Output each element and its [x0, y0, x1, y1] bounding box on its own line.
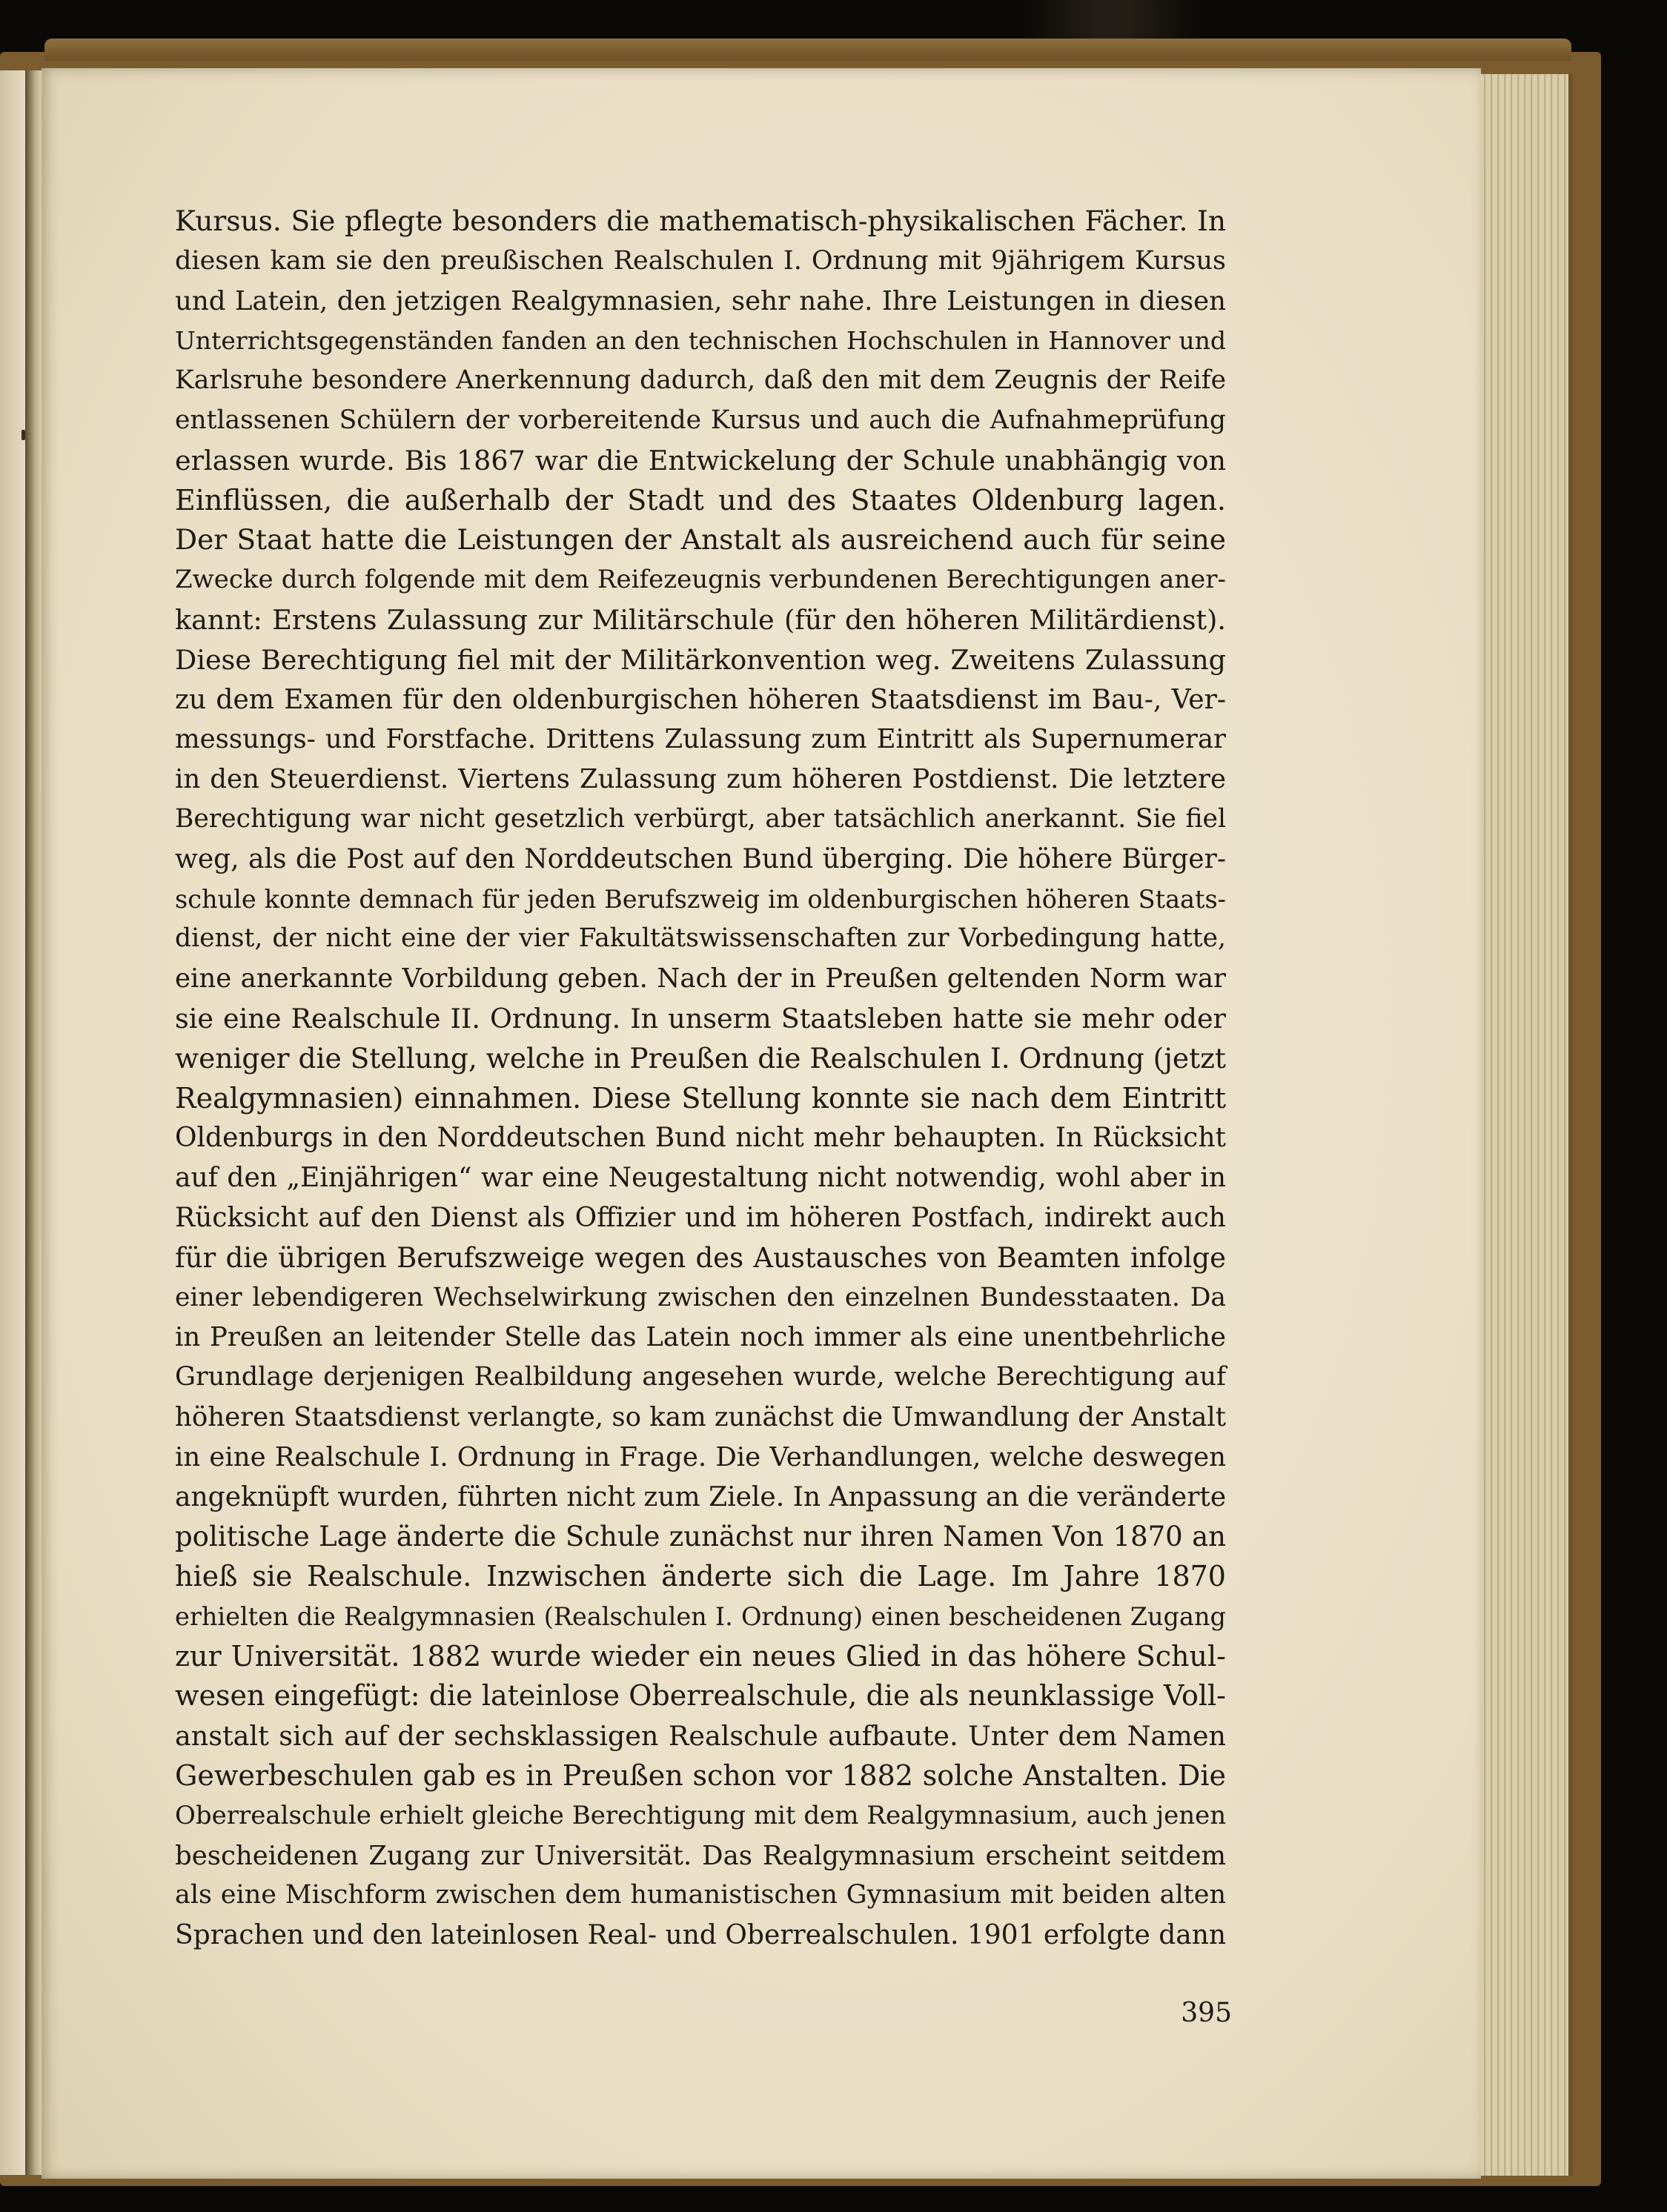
binding-thread	[1023, 0, 1201, 39]
text-line: diesen kam sie den preußischen Realschulen I. Ordnung mit 9jährigem Kursus	[175, 245, 1226, 276]
text-line: angeknüpft wurden, führten nicht zum Ziele. In Anpassung an die veränderte	[175, 1481, 1227, 1512]
text-line: Oldenburgs in den Norddeutschen Bund nicht mehr behaupten. In Rücksicht	[175, 1123, 1226, 1154]
text-line: Oberrealschule erhielt gleiche Berechtigung mit dem Realgymnasium, auch jenen	[175, 1800, 1227, 1830]
text-line: Grundlage derjenigen Realbildung angesehen wurde, welche Berechtigung auf	[175, 1362, 1226, 1392]
text-line: anstalt sich auf der sechsklassigen Realschule aufbaute. Unter dem Namen	[175, 1720, 1226, 1753]
text-line: erlassen wurde. Bis 1867 war die Entwickelung der Schule unabhängig von	[175, 444, 1226, 476]
text-line: höheren Staatsdienst verlangte, so kam zunächst die Umwandlung der Anstalt	[175, 1401, 1226, 1432]
text-line: einer lebendigeren Wechselwirkung zwischen den einzelnen Bundesstaaten. Da	[175, 1282, 1226, 1312]
text-line: Gewerbeschulen gab es in Preußen schon vor 1882 solche Anstalten. Die	[175, 1759, 1226, 1793]
body-text	[175, 202, 1226, 1956]
text-line: Sprachen und den lateinlosen Real- und Oberrealschulen. 1901 erfolgte dann	[175, 1920, 1227, 1951]
text-line: eine anerkannte Vorbildung geben. Nach der in Preußen geltenden Norm war	[175, 963, 1226, 994]
text-line: zu dem Examen für den oldenburgischen höheren Staatsdienst im Bau-, Ver-	[175, 684, 1226, 715]
text-line: wesen eingefügt: die lateinlose Oberrealschule, die als neunklassige Voll-	[175, 1679, 1226, 1713]
text-line: sie eine Realschule II. Ordnung. In unserm Staatsleben hatte sie mehr oder	[175, 1002, 1226, 1034]
text-line: Unterrichtsgegenständen fanden an den technischen Hochschulen in Hannover und	[175, 326, 1226, 356]
text-line: in eine Realschule I. Ordnung in Frage. Die Verhandlungen, welche deswegen	[175, 1441, 1226, 1472]
text-line: Zwecke durch folgende mit dem Reifezeugnis verbundenen Berechtigungen aner-	[175, 565, 1226, 595]
text-line: erhielten die Realgymnasien (Realschulen I. Ordnung) einen bescheidenen Zugang	[175, 1601, 1226, 1631]
text-line: in den Steuerdienst. Viertens Zulassung zum höheren Postdienst. Die letztere	[175, 764, 1226, 795]
text-line: für die übrigen Berufszweige wegen des Austausches von Beamten infolge	[175, 1241, 1226, 1274]
text-line: Der Staat hatte die Leistungen der Anstalt als ausreichend auch für seine	[175, 523, 1226, 557]
text-line: Realgymnasien) einnahmen. Diese Stellung konnte sie nach dem Eintritt	[175, 1081, 1226, 1115]
text-line: Kursus. Sie pflegte besonders die mathematisch-physikalischen Fächer. In	[175, 205, 1226, 237]
text-line: entlassenen Schülern der vorbereitende Kursus und auch die Aufnahmeprüfung	[175, 405, 1226, 435]
text-line: politische Lage änderte die Schule zunächst nur ihren Namen Von 1870 an	[175, 1521, 1226, 1553]
text-line: als eine Mischform zwischen dem humanistischen Gymnasium mit beiden alten	[175, 1880, 1226, 1910]
text-line: weg, als die Post auf den Norddeutschen Bund überging. Die höhere Bürger-	[175, 843, 1226, 874]
text-line: Rücksicht auf den Dienst als Offizier und im höheren Postfach, indirekt auch	[175, 1202, 1226, 1233]
text-line: Einflüssen, die außerhalb der Stadt und des Staates Oldenburg lagen.	[175, 483, 1226, 517]
text-line: Karlsruhe besondere Anerkennung dadurch, daß den mit dem Zeugnis der Reife	[175, 365, 1226, 396]
text-line: messungs- und Forstfache. Drittens Zulassung zum Eintritt als Supernumerar	[175, 724, 1226, 755]
text-line: Berechtigung war nicht gesetzlich verbürgt, aber tatsächlich anerkannt. Sie fiel	[175, 803, 1226, 834]
text-line: weniger die Stellung, welche in Preußen die Realschulen I. Ordnung (jetzt	[175, 1041, 1226, 1075]
text-line: schule konnte demnach für jeden Berufszweig im oldenburgischen höheren Staats-	[175, 884, 1226, 914]
text-line: in Preußen an leitender Stelle das Latein noch immer als eine unentbehrliche	[175, 1322, 1226, 1353]
text-line: auf den „Einjährigen“ war eine Neugestaltung nicht notwendig, wohl aber in	[175, 1163, 1226, 1194]
text-line: zur Universität. 1882 wurde wieder ein neues Glied in das höhere Schul-	[175, 1639, 1226, 1673]
text-line: Diese Berechtigung fiel mit der Militärkonvention weg. Zweitens Zulassung	[175, 643, 1226, 676]
text-line: kannt: Erstens Zulassung zur Militärschule (für den höheren Militärdienst).	[175, 603, 1226, 636]
cover-top-edge	[44, 39, 1571, 61]
text-line: hieß sie Realschule. Inzwischen änderte sich die Lage. Im Jahre 1870	[175, 1560, 1226, 1593]
text-line: und Latein, den jetzigen Realgymnasien, sehr nahe. Ihre Leistungen in diesen	[175, 285, 1226, 316]
text-line: dienst, der nicht eine der vier Fakultätswissenschaften zur Vorbedingung hatte,	[175, 923, 1226, 954]
text-line: bescheidenen Zugang zur Universität. Das Realgymnasium erscheint seitdem	[175, 1840, 1226, 1871]
page-stack-edges	[1479, 74, 1573, 2176]
page-number: 395	[1181, 1998, 1232, 2028]
